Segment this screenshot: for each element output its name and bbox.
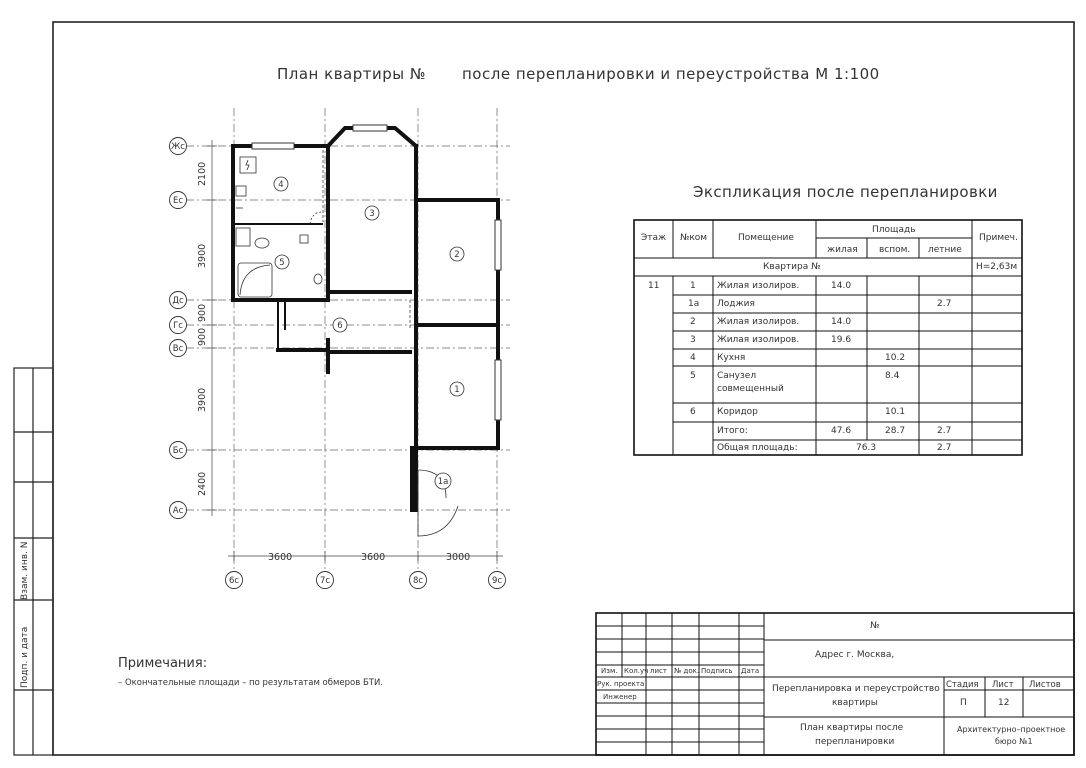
row-aux: 10.1 (885, 407, 906, 417)
axis-label-v: Вс (172, 344, 184, 354)
row-name-line1: Санузел (717, 371, 757, 381)
axis-label-a: Ас (172, 506, 184, 516)
room-label-5: 5 (279, 258, 285, 268)
room-label-1: 1 (454, 385, 460, 395)
apartment-row-label: Квартира № (763, 262, 821, 272)
room-label-4: 4 (278, 180, 284, 190)
stamp-col-list: лист (650, 667, 667, 675)
stamp-col-izm: Изм. (601, 667, 618, 675)
stamp-project-line1: Перепланировка и переустройство (772, 684, 940, 694)
row-name: Лоджия (717, 299, 755, 309)
dim-v-3900-bot: 3900 (197, 387, 208, 412)
dim-v-3900-top: 3900 (197, 243, 208, 268)
row-name: Жилая изолиров. (717, 281, 800, 291)
row-name: Жилая изолиров. (717, 317, 800, 327)
floor-value: 11 (648, 281, 660, 291)
total-aux: 28.7 (885, 426, 906, 436)
total-living: 47.6 (831, 426, 852, 436)
col-header-aux: вспом. (879, 245, 911, 255)
room-label-6: 6 (337, 321, 343, 331)
stamp-org-line2: бюро №1 (995, 737, 1033, 746)
axis-label-g: Гс (173, 321, 183, 331)
notes-title: Примечания: (118, 656, 208, 671)
dim-v-900-b: 900 (197, 327, 208, 346)
row-living: 14.0 (831, 317, 852, 327)
stamp-col-doc: № док. (674, 667, 700, 675)
axis-label-9: 9с (491, 576, 503, 586)
stamp-stage-value: П (960, 698, 967, 708)
total-summer: 2.7 (937, 426, 952, 436)
stamp-role-head: Рук. проекта (597, 680, 645, 688)
stamp-drawing-line2: перепланировки (815, 737, 895, 747)
stamp-sheets-header: Листов (1029, 680, 1061, 690)
row-no: 3 (690, 335, 696, 345)
row-aux: 10.2 (885, 353, 906, 363)
col-header-room: Помещение (738, 233, 794, 243)
plan-title-left: План квартиры № (277, 65, 426, 83)
row-no: 1а (688, 299, 700, 309)
explication-title: Экспликация после перепланировки (693, 183, 998, 201)
axis-label-b: Бс (172, 446, 184, 456)
row-no: 4 (690, 353, 696, 363)
row-name: Кухня (717, 353, 746, 363)
row-aux: 8.4 (885, 371, 900, 381)
dim-v-900-a: 900 (197, 303, 208, 322)
axis-label-zh: Жс (171, 142, 185, 152)
stamp-number: № (870, 621, 880, 631)
side-stamp-label-inv: Взам. инв. N (20, 541, 30, 600)
stamp-org-line1: Архитектурно–проектное (957, 725, 1066, 734)
axis-label-6: 6с (228, 576, 240, 586)
floor-plan (170, 108, 511, 589)
stamp-address: Адрес г. Москва, (815, 650, 895, 660)
axis-label-8: 8с (412, 576, 424, 586)
grand-total-summer: 2.7 (937, 443, 952, 453)
row-no: 1 (690, 281, 696, 291)
dim-h-3000: 3000 (446, 552, 471, 563)
col-header-area: Площадь (872, 225, 916, 235)
side-stamp-label-sign: Подп. и дата (20, 626, 30, 688)
stamp-col-date: Дата (741, 667, 760, 675)
col-header-floor: Этаж (641, 233, 667, 243)
col-header-room-no: №ком (680, 233, 708, 243)
stamp-role-engineer: Инженер (603, 693, 637, 701)
row-no: 6 (690, 407, 696, 417)
stamp-drawing-line1: План квартиры после (800, 723, 904, 733)
col-header-summer: летние (928, 245, 962, 255)
room-label-2: 2 (454, 250, 460, 260)
apartment-row-note: H=2,63м (976, 262, 1018, 272)
stamp-sheet-header: Лист (992, 680, 1014, 690)
room-label-3: 3 (369, 209, 375, 219)
row-no: 2 (690, 317, 696, 327)
row-summer: 2.7 (937, 299, 952, 309)
notes-line: – Окончательные площади – по результатам обмеров БТИ. (118, 678, 384, 688)
row-name-line2: совмещенный (717, 384, 784, 394)
stamp-col-sign: Подпись (701, 667, 733, 675)
axis-label-d: Дс (172, 296, 184, 306)
row-living: 19.6 (831, 335, 852, 345)
dim-h-3600-b: 3600 (361, 552, 386, 563)
row-name: Жилая изолиров. (717, 335, 800, 345)
col-header-note: Примеч. (979, 233, 1018, 243)
stamp-col-kol: Кол.уч (624, 667, 649, 675)
grand-total-label: Общая площадь: (717, 443, 798, 453)
stamp-sheet-value: 12 (998, 698, 1010, 708)
axis-label-7: 7с (319, 576, 331, 586)
row-no: 5 (690, 371, 696, 381)
dim-h-3600-a: 3600 (268, 552, 293, 563)
row-name: Коридор (717, 407, 758, 417)
stamp-project-line2: квартиры (832, 698, 878, 708)
dim-v-2400: 2400 (197, 471, 208, 496)
col-header-living: жилая (827, 245, 858, 255)
total-label: Итого: (717, 426, 748, 436)
row-living: 14.0 (831, 281, 852, 291)
plan-title-right: после перепланировки и переустройства М 1:100 (462, 65, 880, 83)
stamp-stage-header: Стадия (946, 680, 979, 690)
axis-label-e: Ес (172, 196, 184, 206)
grand-total-value: 76.3 (856, 443, 877, 453)
dim-v-2100: 2100 (197, 161, 208, 186)
room-label-1a: 1а (437, 477, 449, 487)
